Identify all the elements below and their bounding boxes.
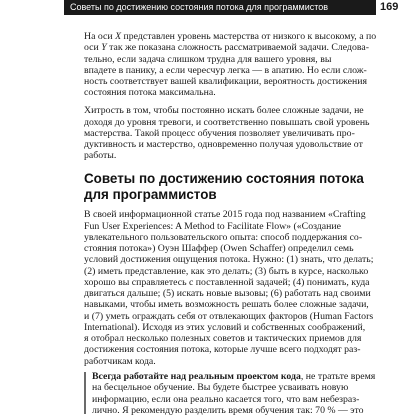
- para1-line-4: впадете в панику, а если чересчур легка — в апатию. Но если слож-: [84, 64, 367, 76]
- para3-line-14: работчикам кода.: [84, 355, 156, 367]
- para1-line-1: На оси X представлен уровень мастерства от низкого к высокому, а по: [84, 31, 377, 42]
- para3-line-6: (2) иметь представление, как это делать; (3) быть в курсе, насколько: [84, 265, 369, 277]
- para2-line-3: мастерства. Такой процесс обучения позволяет увеличивать про-: [84, 127, 355, 139]
- para2-line-2: доходя до уровня тревоги, и соответственно повышать свой уровень: [84, 116, 370, 128]
- tip1-line-1: Всегда работайте над реальным проектом кода, не тратьте время: [92, 371, 376, 383]
- tip1-line-3: информацию, если она реально касается того, что вам небезраз-: [92, 393, 360, 405]
- para1-line-3: тельно, если задача слишком трудна для вашего уровня, вы: [84, 53, 332, 65]
- running-header: [64, 0, 376, 15]
- tip1-bold: Всегда работайте над реальным проектом кода: [92, 371, 301, 383]
- section-heading-line-1: Советы по достижению состояния потока: [84, 171, 364, 187]
- para1-line-5: ность соответствует вашей квалификации, вероятность достижения: [84, 76, 367, 88]
- section-heading-line-2: для программистов: [84, 186, 217, 202]
- tip1-line-2: на бесцельное обучение. Вы будете быстрее усваивать новую: [92, 382, 349, 394]
- running-title: Советы по достижению состояния потока для программистов: [70, 2, 329, 12]
- axis-y-var: Y: [101, 42, 107, 54]
- para1-line-2: оси Y так же показана сложность рассматриваемой задачи. Следова-: [84, 42, 369, 54]
- para3-line-4: стояния потока») Оуэн Шаффер (Owen Schaffer) определил семь: [84, 243, 354, 255]
- para3-line-8: двигаться дальше; (5) искать новые вызовы; (6) работать над своими: [84, 288, 371, 300]
- para3-line-11: International). Исходя из этих условий и собственных соображений,: [84, 321, 366, 333]
- para3-line-7: хорошо вы справляетесь с поставленной задачей; (4) понимать, куда: [84, 276, 370, 288]
- para3-line-12: я отобрал несколько полезных советов и тактических приемов для: [84, 333, 362, 345]
- para1-line-6: состояния потока максимальна.: [84, 87, 216, 99]
- para3-line-5: условий достижения ощущения потока. Нужно: (1) знать, что делать;: [84, 254, 374, 266]
- para3-line-3: увлекательного пользовательского опыта: способ поддержания со-: [84, 231, 363, 243]
- para3-line-2: Fun User Experiences: A Method to Facilitate Flow» («Создание: [84, 220, 341, 232]
- axis-x-var: X: [115, 31, 122, 42]
- para3-line-13: достижения состояния потока, которые лучше всего подходят раз-: [84, 344, 361, 356]
- para3-line-10: и (7) уметь ограждать себя от отвлекающих факторов (Human Factors: [84, 310, 374, 322]
- para2-line-4: дуктивность и мастерство, одновременно получая удовольствие от: [84, 139, 363, 151]
- para2-line-1: Хитрость в том, чтобы постоянно искать более сложные задачи, не: [84, 105, 364, 117]
- tip1-line-4: лично. Я рекомендую разделить время обучения так: 70 % — это: [92, 405, 364, 416]
- tip-callout-bar: [84, 372, 86, 414]
- para3-line-9: навыками, чтобы иметь возможность решать более сложные задачи,: [84, 299, 369, 311]
- para3-line-1: В своей информационной статье 2015 года под названием «Crafting: [84, 209, 366, 221]
- para2-line-5: работы.: [84, 150, 117, 162]
- page-number: 169: [380, 1, 399, 13]
